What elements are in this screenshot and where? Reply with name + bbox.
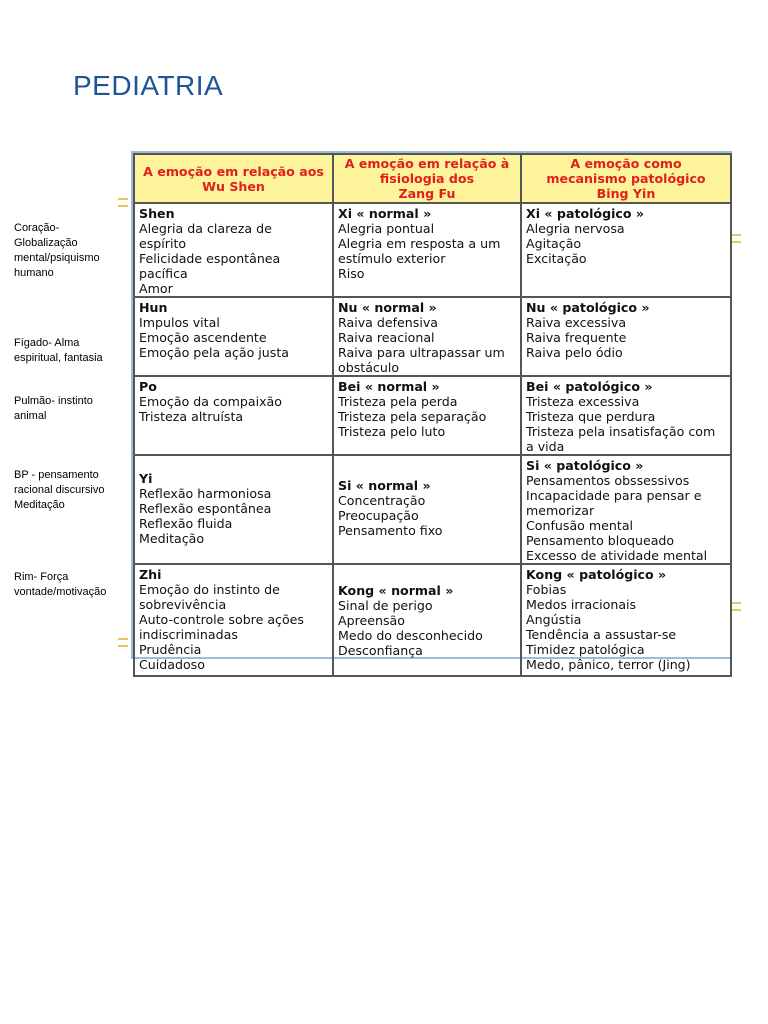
table-row: [134, 297, 731, 376]
cell-line: Emoção do instinto de: [139, 582, 280, 597]
cell-bing-yin: [521, 455, 731, 564]
cell-line: Tristeza altruísta: [139, 409, 244, 424]
side-label-line: humano: [14, 267, 54, 279]
cell-zang-fu: [333, 564, 521, 676]
cell-wu-shen: [134, 203, 333, 297]
cell-line: Amor: [139, 281, 173, 296]
cell-line: sobrevivência: [139, 597, 227, 612]
cell-bing-yin: [521, 376, 731, 455]
side-label-line: racional discursivo: [14, 484, 105, 496]
cell-heading: Yi: [139, 471, 153, 486]
cell-line: Reflexão espontânea: [139, 501, 272, 516]
cell-line: Raiva pelo ódio: [526, 345, 623, 360]
header-bing-yin: [521, 154, 731, 203]
cell-line: Medo do desconhecido: [338, 628, 483, 643]
cell-line: Riso: [338, 266, 365, 281]
side-label-line: BP - pensamento: [14, 469, 99, 481]
cell-heading: Nu « patológico »: [526, 300, 650, 315]
cell-line: Emoção da compaixão: [139, 394, 282, 409]
cell-line: Pensamentos obssessivos: [526, 473, 690, 488]
side-label-heart: [14, 221, 132, 281]
cell-line: Alegria em resposta a um: [338, 236, 501, 251]
cell-line: Prudência: [139, 642, 202, 657]
cell-line: Tristeza pela separação: [338, 409, 487, 424]
cell-heading: Zhi: [139, 567, 162, 582]
cell-line: Sinal de perigo: [338, 598, 433, 613]
decorative-mark: [118, 638, 128, 647]
cell-line: Auto-controle sobre ações: [139, 612, 304, 627]
side-label-line: Rim- Força: [14, 571, 69, 583]
header-line: fisiologia dos: [379, 171, 475, 186]
cell-line: Pensamento fixo: [338, 523, 443, 538]
cell-line: Tristeza pelo luto: [338, 424, 446, 439]
cell-line: Alegria nervosa: [526, 221, 625, 236]
cell-wu-shen: [134, 297, 333, 376]
cell-zang-fu: [333, 297, 521, 376]
cell-bing-yin: [521, 564, 731, 676]
cell-line: Medos irracionais: [526, 597, 637, 612]
cell-line: Concentração: [338, 493, 426, 508]
cell-zang-fu: [333, 203, 521, 297]
header-zang-fu: [333, 154, 521, 203]
cell-line: Tristeza excessiva: [526, 394, 640, 409]
cell-heading: Xi « normal »: [338, 206, 432, 221]
cell-line: Agitação: [526, 236, 582, 251]
cell-line: Desconfiança: [338, 643, 423, 658]
cell-wu-shen: [134, 564, 333, 676]
cell-line: Emoção ascendente: [139, 330, 267, 345]
cell-heading: Si « normal »: [338, 478, 431, 493]
side-label-lung: [14, 394, 132, 424]
cell-line: Cuidadoso: [139, 657, 205, 672]
decorative-mark: [118, 198, 128, 207]
cell-heading: Kong « normal »: [338, 583, 454, 598]
side-label-spleen: [14, 468, 132, 513]
cell-line: Raiva defensiva: [338, 315, 438, 330]
side-label-line: Meditação: [14, 499, 65, 511]
table-header-row: [134, 154, 731, 203]
table-row: [134, 203, 731, 297]
cell-line: Incapacidade para pensar e: [526, 488, 702, 503]
decorative-mark: [731, 234, 741, 243]
decorative-mark: [731, 602, 741, 611]
side-label-line: Coração-: [14, 222, 60, 234]
cell-line: memorizar: [526, 503, 595, 518]
cell-line: Alegria da clareza de: [139, 221, 272, 236]
header-line: A emoção em relação à: [344, 156, 510, 171]
cell-wu-shen: [134, 376, 333, 455]
cell-wu-shen: [134, 455, 333, 564]
cell-heading: Nu « normal »: [338, 300, 437, 315]
cell-line: Emoção pela ação justa: [139, 345, 290, 360]
cell-bing-yin: [521, 203, 731, 297]
header-line: A emoção em relação aos: [143, 163, 324, 179]
cell-line: Raiva frequente: [526, 330, 627, 345]
side-label-kidney: [14, 570, 132, 600]
cell-line: Apreensão: [338, 613, 405, 628]
cell-line: Fobias: [526, 582, 567, 597]
side-label-line: vontade/motivação: [14, 586, 107, 598]
cell-line: Impulos vital: [139, 315, 220, 330]
header-line: Zang Fu: [398, 186, 456, 201]
table-row: [134, 376, 731, 455]
cell-line: Reflexão fluida: [139, 516, 233, 531]
cell-line: Excitação: [526, 251, 587, 266]
cell-heading: Bei « patológico »: [526, 379, 653, 394]
header-line: A emoção como: [570, 156, 682, 171]
cell-line: indiscriminadas: [139, 627, 238, 642]
emotion-table-grid: [133, 153, 732, 677]
cell-heading: Xi « patológico »: [526, 206, 645, 221]
header-line: Bing Yin: [596, 186, 656, 201]
cell-line: Angústia: [526, 612, 582, 627]
cell-line: Medo, pânico, terror (Jing): [526, 657, 691, 672]
cell-line: Preocupação: [338, 508, 419, 523]
header-line: Wu Shen: [202, 178, 265, 194]
cell-line: pacífica: [139, 266, 188, 281]
header-line: mecanismo patológico: [546, 171, 706, 186]
cell-zang-fu: [333, 376, 521, 455]
cell-heading: Po: [139, 379, 157, 394]
cell-line: Raiva reacional: [338, 330, 435, 345]
cell-line: estímulo exterior: [338, 251, 446, 266]
cell-bing-yin: [521, 297, 731, 376]
table-row: [134, 455, 731, 564]
side-label-line: Globalização: [14, 237, 78, 249]
cell-line: Alegria pontual: [338, 221, 435, 236]
side-label-line: animal: [14, 410, 47, 422]
cell-line: Timidez patológica: [526, 642, 645, 657]
cell-line: a vida: [526, 439, 565, 454]
side-label-line: Fígado- Alma: [14, 337, 80, 349]
cell-heading: Kong « patológico »: [526, 567, 667, 582]
side-label-liver: [14, 336, 132, 366]
cell-zang-fu: [333, 455, 521, 564]
cell-line: Tristeza pela perda: [338, 394, 458, 409]
cell-line: Tendência a assustar-se: [526, 627, 677, 642]
cell-line: Pensamento bloqueado: [526, 533, 675, 548]
cell-line: Tristeza que perdura: [526, 409, 656, 424]
side-label-line: mental/psiquismo: [14, 252, 100, 264]
cell-line: Excesso de atividade mental: [526, 548, 708, 563]
cell-line: obstáculo: [338, 360, 400, 375]
cell-line: Confusão mental: [526, 518, 634, 533]
emotion-table: [131, 151, 732, 672]
cell-heading: Bei « normal »: [338, 379, 440, 394]
cell-heading: Si « patológico »: [526, 458, 644, 473]
header-wu-shen: [134, 154, 333, 203]
cell-heading: Shen: [139, 206, 175, 221]
cell-line: Raiva excessiva: [526, 315, 627, 330]
cell-line: Reflexão harmoniosa: [139, 486, 272, 501]
cell-heading: Hun: [139, 300, 168, 315]
page-title: PEDIATRIA: [73, 70, 224, 101]
side-label-line: espiritual, fantasia: [14, 352, 103, 364]
cell-line: espírito: [139, 236, 187, 251]
cell-line: Tristeza pela insatisfação com: [526, 424, 716, 439]
cell-line: Felicidade espontânea: [139, 251, 281, 266]
side-label-line: Pulmão- instinto: [14, 395, 93, 407]
table-row: [134, 564, 731, 676]
cell-line: Meditação: [139, 531, 205, 546]
cell-line: Raiva para ultrapassar um: [338, 345, 505, 360]
